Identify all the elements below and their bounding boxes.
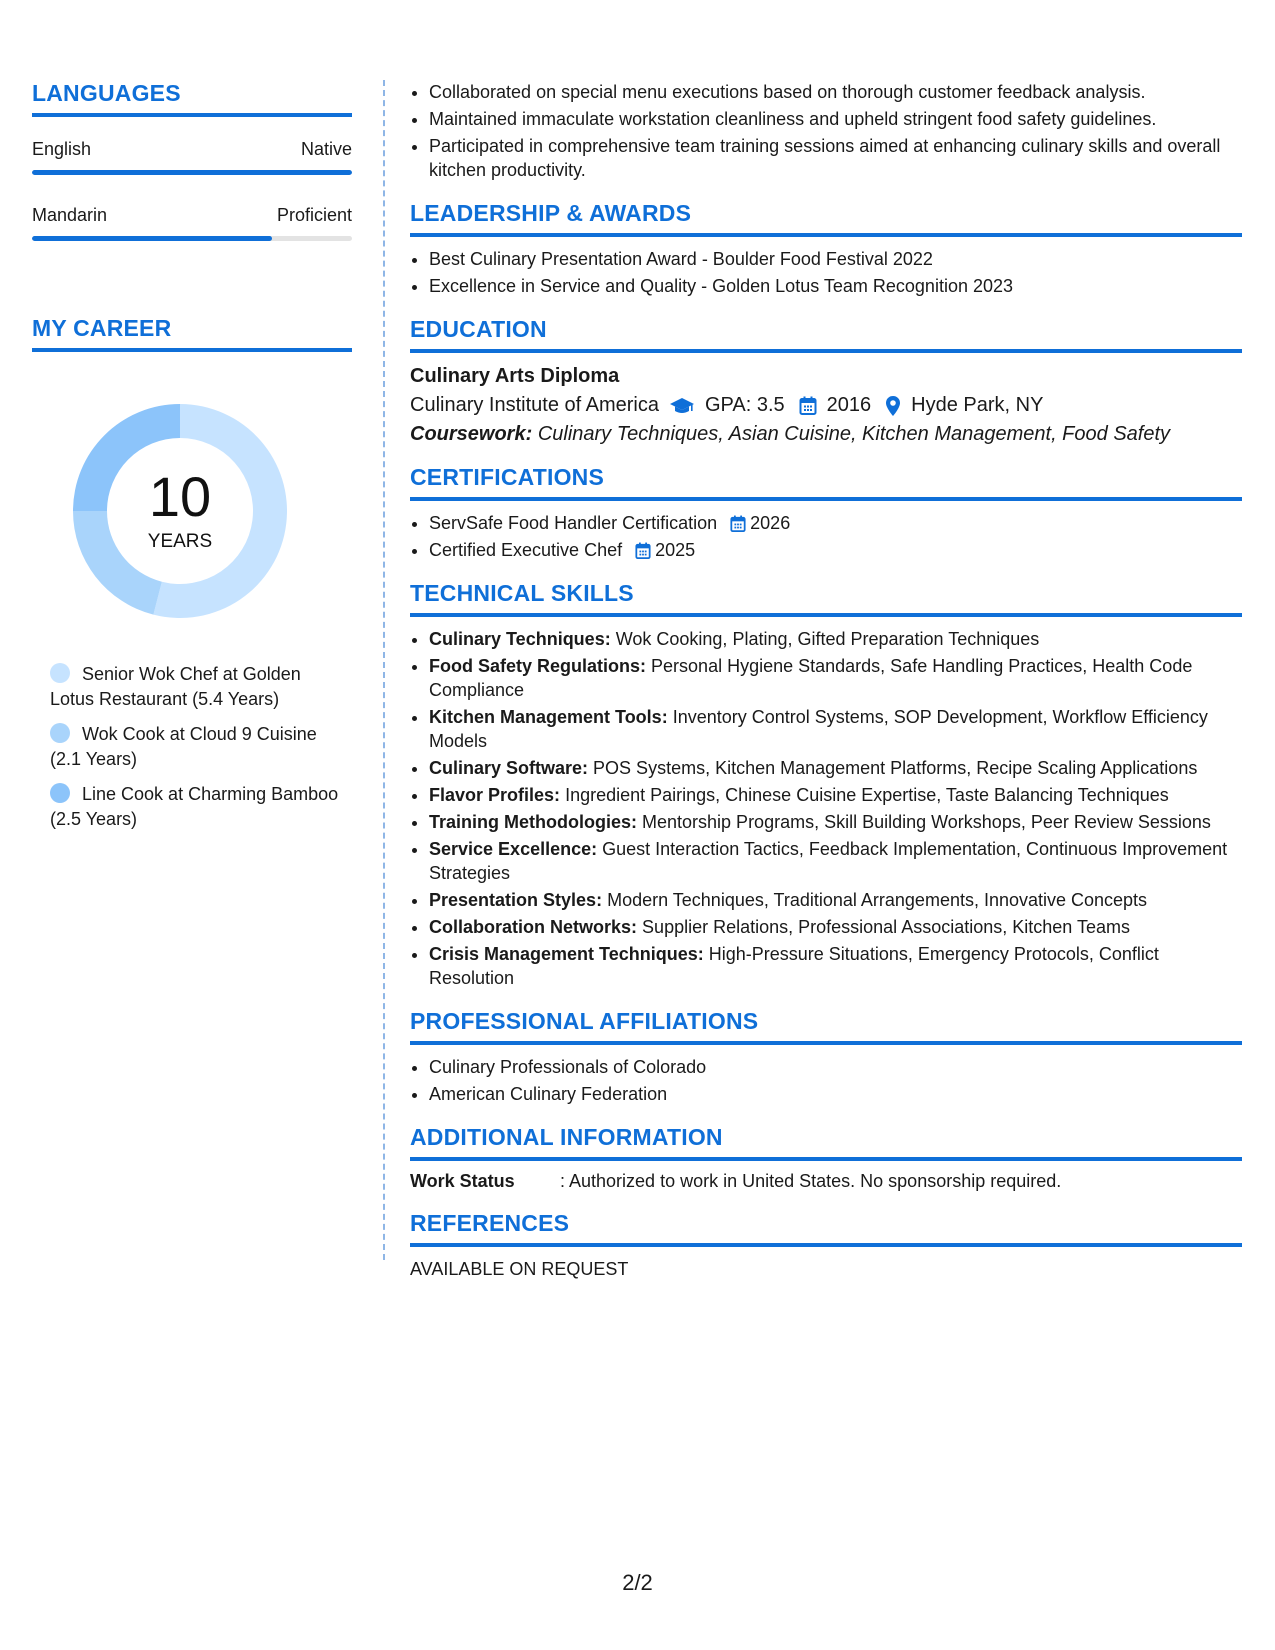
language-level-fill — [32, 236, 272, 241]
list-item: • Culinary Professionals of Colorado — [429, 1055, 1242, 1079]
career-legend-item — [50, 782, 340, 832]
list-item — [429, 915, 1242, 939]
skill-text: POS Systems, Kitchen Management Platforms, Recipe Scaling Applications — [593, 758, 1198, 778]
work-status-label: Work Status — [410, 1171, 515, 1191]
language-item-mandarin — [32, 205, 352, 241]
list-item — [429, 756, 1242, 780]
work-status-value: : Authorized to work in United States. No sponsorship required. — [560, 1171, 1062, 1191]
skill-text: Supplier Relations, Professional Associations, Kitchen Teams — [642, 917, 1130, 937]
language-level-fill — [32, 170, 352, 175]
language-level-bar — [32, 170, 352, 175]
list-item: • Excellence in Service and Quality - Golden Lotus Team Recognition 2023 — [429, 274, 1242, 298]
right-column — [410, 80, 1242, 1280]
list-item — [429, 511, 1242, 535]
language-item-english — [32, 139, 352, 175]
education-title: EDUCATION — [410, 316, 1242, 353]
career-legend — [50, 662, 352, 832]
skill-label: Kitchen Management Tools: — [429, 707, 668, 727]
affiliations-list — [410, 1055, 1242, 1106]
skills-list — [410, 627, 1242, 990]
legend-dot — [50, 723, 70, 743]
career-title: MY CAREER — [32, 315, 352, 352]
location-pin-icon — [885, 395, 901, 417]
list-item — [429, 538, 1242, 562]
coursework-text: Culinary Techniques, Asian Cuisine, Kitchen Management, Food Safety — [537, 423, 1171, 445]
education-details — [410, 394, 1242, 417]
languages-title: LANGUAGES — [32, 80, 352, 117]
skill-label: Collaboration Networks: — [429, 917, 638, 937]
skill-label: Culinary Software: — [429, 758, 589, 778]
calendar-icon — [799, 396, 817, 416]
career-role-label: Senior Wok Chef at Golden Lotus Restaurant (5.4 Years) — [50, 664, 301, 709]
certification-year: 2025 — [655, 540, 696, 560]
leadership-list — [410, 247, 1242, 298]
education-school: Culinary Institute of America — [410, 394, 659, 416]
calendar-icon — [730, 515, 746, 533]
career-donut-chart — [65, 396, 295, 626]
education-location: Hyde Park, NY — [911, 394, 1044, 416]
skill-text: Mentorship Programs, Skill Building Workshops, Peer Review Sessions — [642, 812, 1211, 832]
certification-name: Certified Executive Chef — [429, 540, 623, 560]
references-text: AVAILABLE ON REQUEST — [410, 1259, 629, 1279]
certification-year: 2026 — [750, 513, 791, 533]
calendar-icon — [635, 542, 651, 560]
experience-bullets — [410, 80, 1242, 182]
list-item — [429, 654, 1242, 702]
list-item — [429, 705, 1242, 753]
language-name: Mandarin — [32, 205, 108, 225]
skill-text: Ingredient Pairings, Chinese Cuisine Expertise, Taste Balancing Techniques — [565, 785, 1169, 805]
skill-label: Presentation Styles: — [429, 890, 603, 910]
list-item — [429, 783, 1242, 807]
language-level: Native — [300, 139, 352, 159]
list-item — [429, 837, 1242, 885]
legend-dot — [50, 783, 70, 803]
list-item: • Best Culinary Presentation Award - Boulder Food Festival 2022 — [429, 247, 1242, 271]
skill-label: Service Excellence: — [429, 839, 598, 859]
career-legend-item — [50, 722, 340, 772]
career-role-label: Wok Cook at Cloud 9 Cuisine (2.1 Years) — [50, 724, 317, 769]
certifications-title: CERTIFICATIONS — [410, 464, 1242, 501]
language-level: Proficient — [276, 205, 352, 225]
list-item: • Collaborated on special menu executions based on thorough customer feedback analysis. — [429, 80, 1242, 104]
skill-label: Culinary Techniques: — [429, 629, 611, 649]
career-role-label: Line Cook at Charming Bamboo (2.5 Years) — [50, 784, 339, 829]
affiliations-title: PROFESSIONAL AFFILIATIONS — [410, 1008, 1242, 1045]
skill-text: Modern Techniques, Traditional Arrangements, Innovative Concepts — [607, 890, 1148, 910]
list-item: • American Culinary Federation — [429, 1082, 1242, 1106]
career-years-unit: YEARS — [147, 531, 213, 552]
skill-label: Food Safety Regulations: — [429, 656, 647, 676]
list-item — [429, 627, 1242, 651]
certifications-list — [410, 511, 1242, 562]
language-name: English — [32, 139, 92, 159]
skill-text: Guest Interaction Tactics, Feedback Implementation, Continuous Improvement Strategies — [429, 839, 1228, 883]
list-item — [429, 942, 1242, 990]
work-status-row — [410, 1171, 1242, 1192]
career-total-years: 10 — [148, 465, 212, 528]
skill-text: Inventory Control Systems, SOP Development, Workflow Efficiency Models — [429, 707, 1208, 751]
list-item: • Participated in comprehensive team training sessions aimed at enhancing culinary skills and overall kitchen productivity. — [429, 134, 1242, 182]
column-divider — [383, 80, 385, 1260]
graduation-cap-icon — [669, 396, 695, 416]
skill-label: Training Methodologies: — [429, 812, 637, 832]
skill-text: High-Pressure Situations, Emergency Protocols, Conflict Resolution — [429, 944, 1159, 988]
education-gpa: GPA: 3.5 — [705, 394, 785, 416]
education-coursework — [410, 423, 1242, 446]
education-year: 2016 — [826, 394, 872, 416]
page-number: 2/2 — [622, 1570, 653, 1595]
technical-skills-title: TECHNICAL SKILLS — [410, 580, 1242, 617]
list-item: • Maintained immaculate workstation cleanliness and upheld stringent food safety guidelines. — [429, 107, 1242, 131]
coursework-label: Coursework: — [410, 423, 533, 445]
list-item — [429, 810, 1242, 834]
leadership-title: LEADERSHIP & AWARDS — [410, 200, 1242, 237]
skill-label: Flavor Profiles: — [429, 785, 561, 805]
education-degree: Culinary Arts Diploma — [410, 365, 620, 387]
skill-text: Personal Hygiene Standards, Safe Handling Practices, Health Code Compliance — [429, 656, 1193, 700]
legend-dot — [50, 663, 70, 683]
references-title: REFERENCES — [410, 1210, 1242, 1247]
certification-name: ServSafe Food Handler Certification — [429, 513, 718, 533]
skill-label: Crisis Management Techniques: — [429, 944, 704, 964]
additional-info-title: ADDITIONAL INFORMATION — [410, 1124, 1242, 1161]
career-legend-item — [50, 662, 340, 712]
list-item — [429, 888, 1242, 912]
left-column — [32, 80, 352, 842]
skill-text: Wok Cooking, Plating, Gifted Preparation Techniques — [615, 629, 1040, 649]
language-level-bar — [32, 236, 352, 241]
